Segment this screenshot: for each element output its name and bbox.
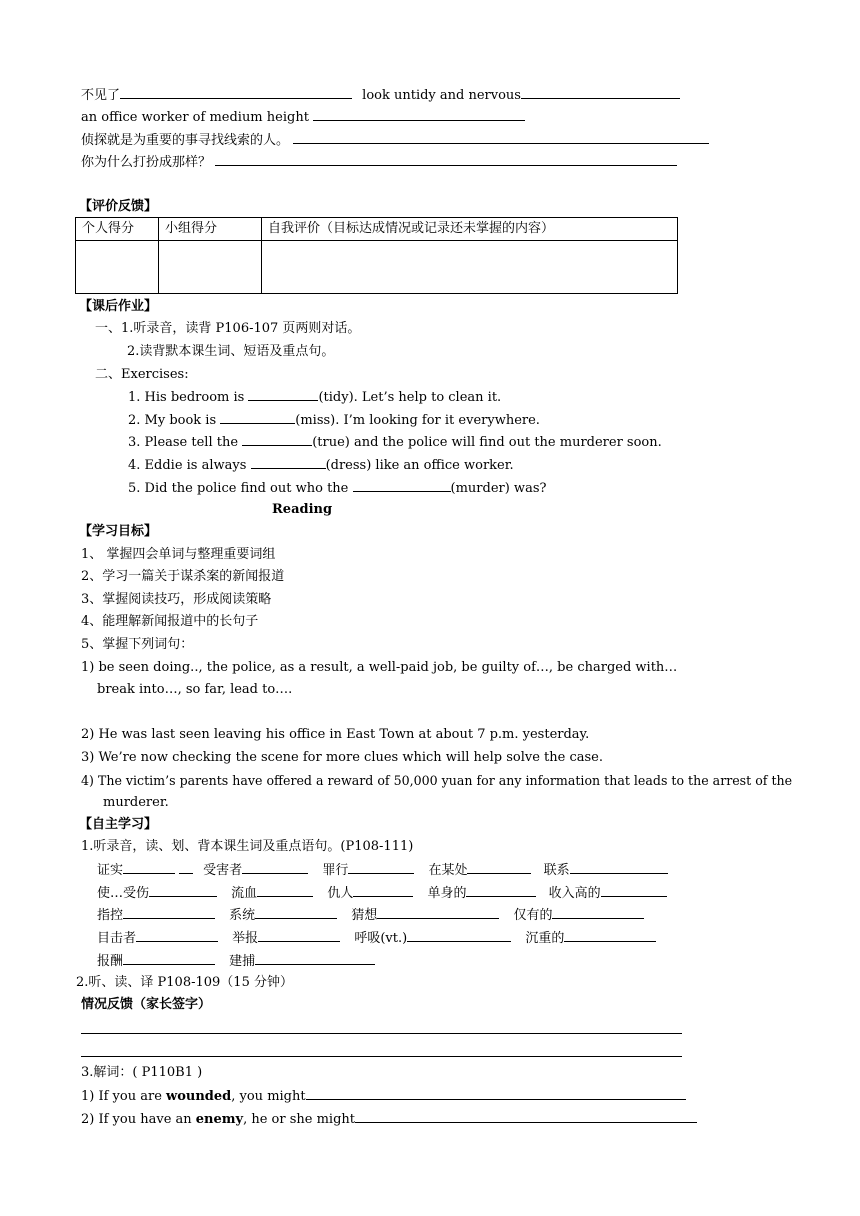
line-2 — [81, 108, 525, 127]
self-study-item-3: 3.解词：( P110B1 ) — [81, 1065, 203, 1080]
answer-blank[interactable] — [220, 411, 295, 424]
cell-personal-score[interactable] — [76, 241, 159, 294]
homework-item-2: 2.读背默本课生词、短语及重点句。 — [127, 344, 335, 359]
answer-blank[interactable] — [306, 1087, 686, 1100]
answer-blank[interactable] — [521, 86, 680, 99]
vocab-row-5: 报酬 建捕 — [97, 952, 375, 971]
answer-blank[interactable] — [255, 906, 337, 919]
answer-blank[interactable] — [242, 861, 308, 874]
answer-blank[interactable] — [353, 479, 451, 492]
answer-blank[interactable] — [601, 884, 667, 897]
goal-4: 4、能理解新闻报道中的长句子 — [81, 614, 259, 629]
answer-blank[interactable] — [467, 861, 531, 874]
answer-blank[interactable] — [242, 433, 312, 446]
answer-blank[interactable] — [552, 906, 644, 919]
exercises-heading: 二、Exercises: — [95, 367, 189, 382]
phrase-office-worker: an office worker of medium height — [81, 110, 309, 125]
homework-item-1: 一、1.听录音，读背 P106-107 页两则对话。 — [95, 321, 361, 336]
feedback-heading: 【评价反馈】 — [79, 199, 158, 214]
line-4 — [81, 153, 677, 172]
answer-blank[interactable] — [248, 388, 318, 401]
key-phrases-1b: break into…, so far, lead to…. — [97, 682, 293, 697]
line-3 — [81, 131, 709, 150]
key-phrases-1: 1) be seen doing.., the police, as a result, a well-paid job, be guilty of…, be charged with… — [81, 660, 678, 675]
answer-blank[interactable] — [123, 861, 175, 874]
answer-blank[interactable] — [377, 906, 499, 919]
answer-blank[interactable] — [570, 861, 668, 874]
answer-blank[interactable] — [353, 884, 413, 897]
line-1 — [81, 86, 680, 105]
answer-blank[interactable] — [123, 952, 215, 965]
vocab-row-3: 指控 系统 猜想 仅有的 — [97, 906, 644, 925]
phrase-untidy: look untidy and nervous — [362, 88, 521, 103]
vocab-row-2: 使…受伤 流血 仇人 单身的 收入高的 — [97, 884, 667, 903]
exercise-4: 4. Eddie is always (dress) like an office worker. — [128, 458, 514, 473]
vocab-row-4: 目击者 举报 呼吸(vt.) 沉重的 — [97, 929, 656, 948]
define-wounded: 1) If you are wounded, you might — [81, 1087, 686, 1106]
goal-3: 3、掌握阅读技巧，形成阅读策略 — [81, 592, 272, 607]
homework-heading: 【课后作业】 — [79, 299, 158, 314]
answer-blank[interactable] — [136, 929, 218, 942]
key-sentence-4b: murderer. — [103, 795, 169, 810]
exercise-2: 2. My book is (miss). I’m looking for it everywhere. — [128, 413, 540, 428]
answer-blank[interactable] — [255, 952, 375, 965]
sentence-dress: 你为什么打扮成那样？ — [81, 155, 212, 170]
answer-blank[interactable] — [251, 456, 326, 469]
answer-blank[interactable] — [149, 884, 217, 897]
signature-line-2[interactable] — [81, 1056, 682, 1057]
exercise-3: 3. Please tell the (true) and the police will find out the murderer soon. — [128, 435, 662, 450]
key-sentence-4: 4) The victim’s parents have offered a reward of 50,000 yuan for any information that leads to the arrest of the — [81, 773, 793, 788]
cell-self-eval[interactable] — [262, 241, 678, 294]
answer-blank[interactable] — [293, 131, 709, 144]
answer-blank[interactable] — [179, 861, 193, 874]
define-enemy: 2) If you have an enemy, he or she might — [81, 1110, 697, 1129]
answer-blank[interactable] — [120, 86, 352, 99]
feedback-table — [75, 217, 678, 294]
col-self-eval: 自我评价（目标达成情况或记录还未掌握的内容） — [262, 218, 678, 241]
answer-blank[interactable] — [123, 906, 215, 919]
answer-blank[interactable] — [564, 929, 656, 942]
answer-blank[interactable] — [215, 153, 677, 166]
goal-2: 2、学习一篇关于谋杀案的新闻报道 — [81, 569, 285, 584]
goals-heading: 【学习目标】 — [79, 524, 158, 539]
col-personal-score: 个人得分 — [76, 218, 159, 241]
answer-blank[interactable] — [258, 929, 340, 942]
phrase-disappear: 不见了 — [81, 88, 121, 103]
answer-blank[interactable] — [355, 1110, 697, 1123]
exercise-5: 5. Did the police find out who the (murder) was? — [128, 481, 547, 496]
cell-group-score[interactable] — [159, 241, 262, 294]
signature-line-1[interactable] — [81, 1033, 682, 1034]
goal-5: 5、掌握下列词句： — [81, 637, 194, 652]
goal-1: 1、 掌握四会单词与整理重要词组 — [81, 547, 276, 562]
reading-title: Reading — [272, 502, 333, 517]
parent-feedback-label: 情况反馈（家长签字） — [81, 997, 212, 1012]
key-sentence-2: 2) He was last seen leaving his office in East Town at about 7 p.m. yesterday. — [81, 727, 590, 742]
exercise-1: 1. His bedroom is (tidy). Let’s help to clean it. — [128, 390, 502, 405]
answer-blank[interactable] — [313, 108, 525, 121]
self-study-heading: 【自主学习】 — [79, 817, 158, 832]
vocab-row-1: 证实 受害者 罪行 在某处 联系 — [97, 861, 668, 880]
answer-blank[interactable] — [348, 861, 414, 874]
answer-blank[interactable] — [257, 884, 313, 897]
self-study-item-1: 1.听录音，读、划、背本课生词及重点语句。(P108-111) — [81, 839, 414, 854]
key-sentence-3: 3) We’re now checking the scene for more clues which will help solve the case. — [81, 750, 603, 765]
self-study-item-2: 2.听、读、译 P108-109（15 分钟） — [76, 975, 293, 990]
sentence-detective: 侦探就是为重要的事寻找线索的人。 — [81, 133, 290, 148]
answer-blank[interactable] — [407, 929, 511, 942]
col-group-score: 小组得分 — [159, 218, 262, 241]
answer-blank[interactable] — [466, 884, 536, 897]
